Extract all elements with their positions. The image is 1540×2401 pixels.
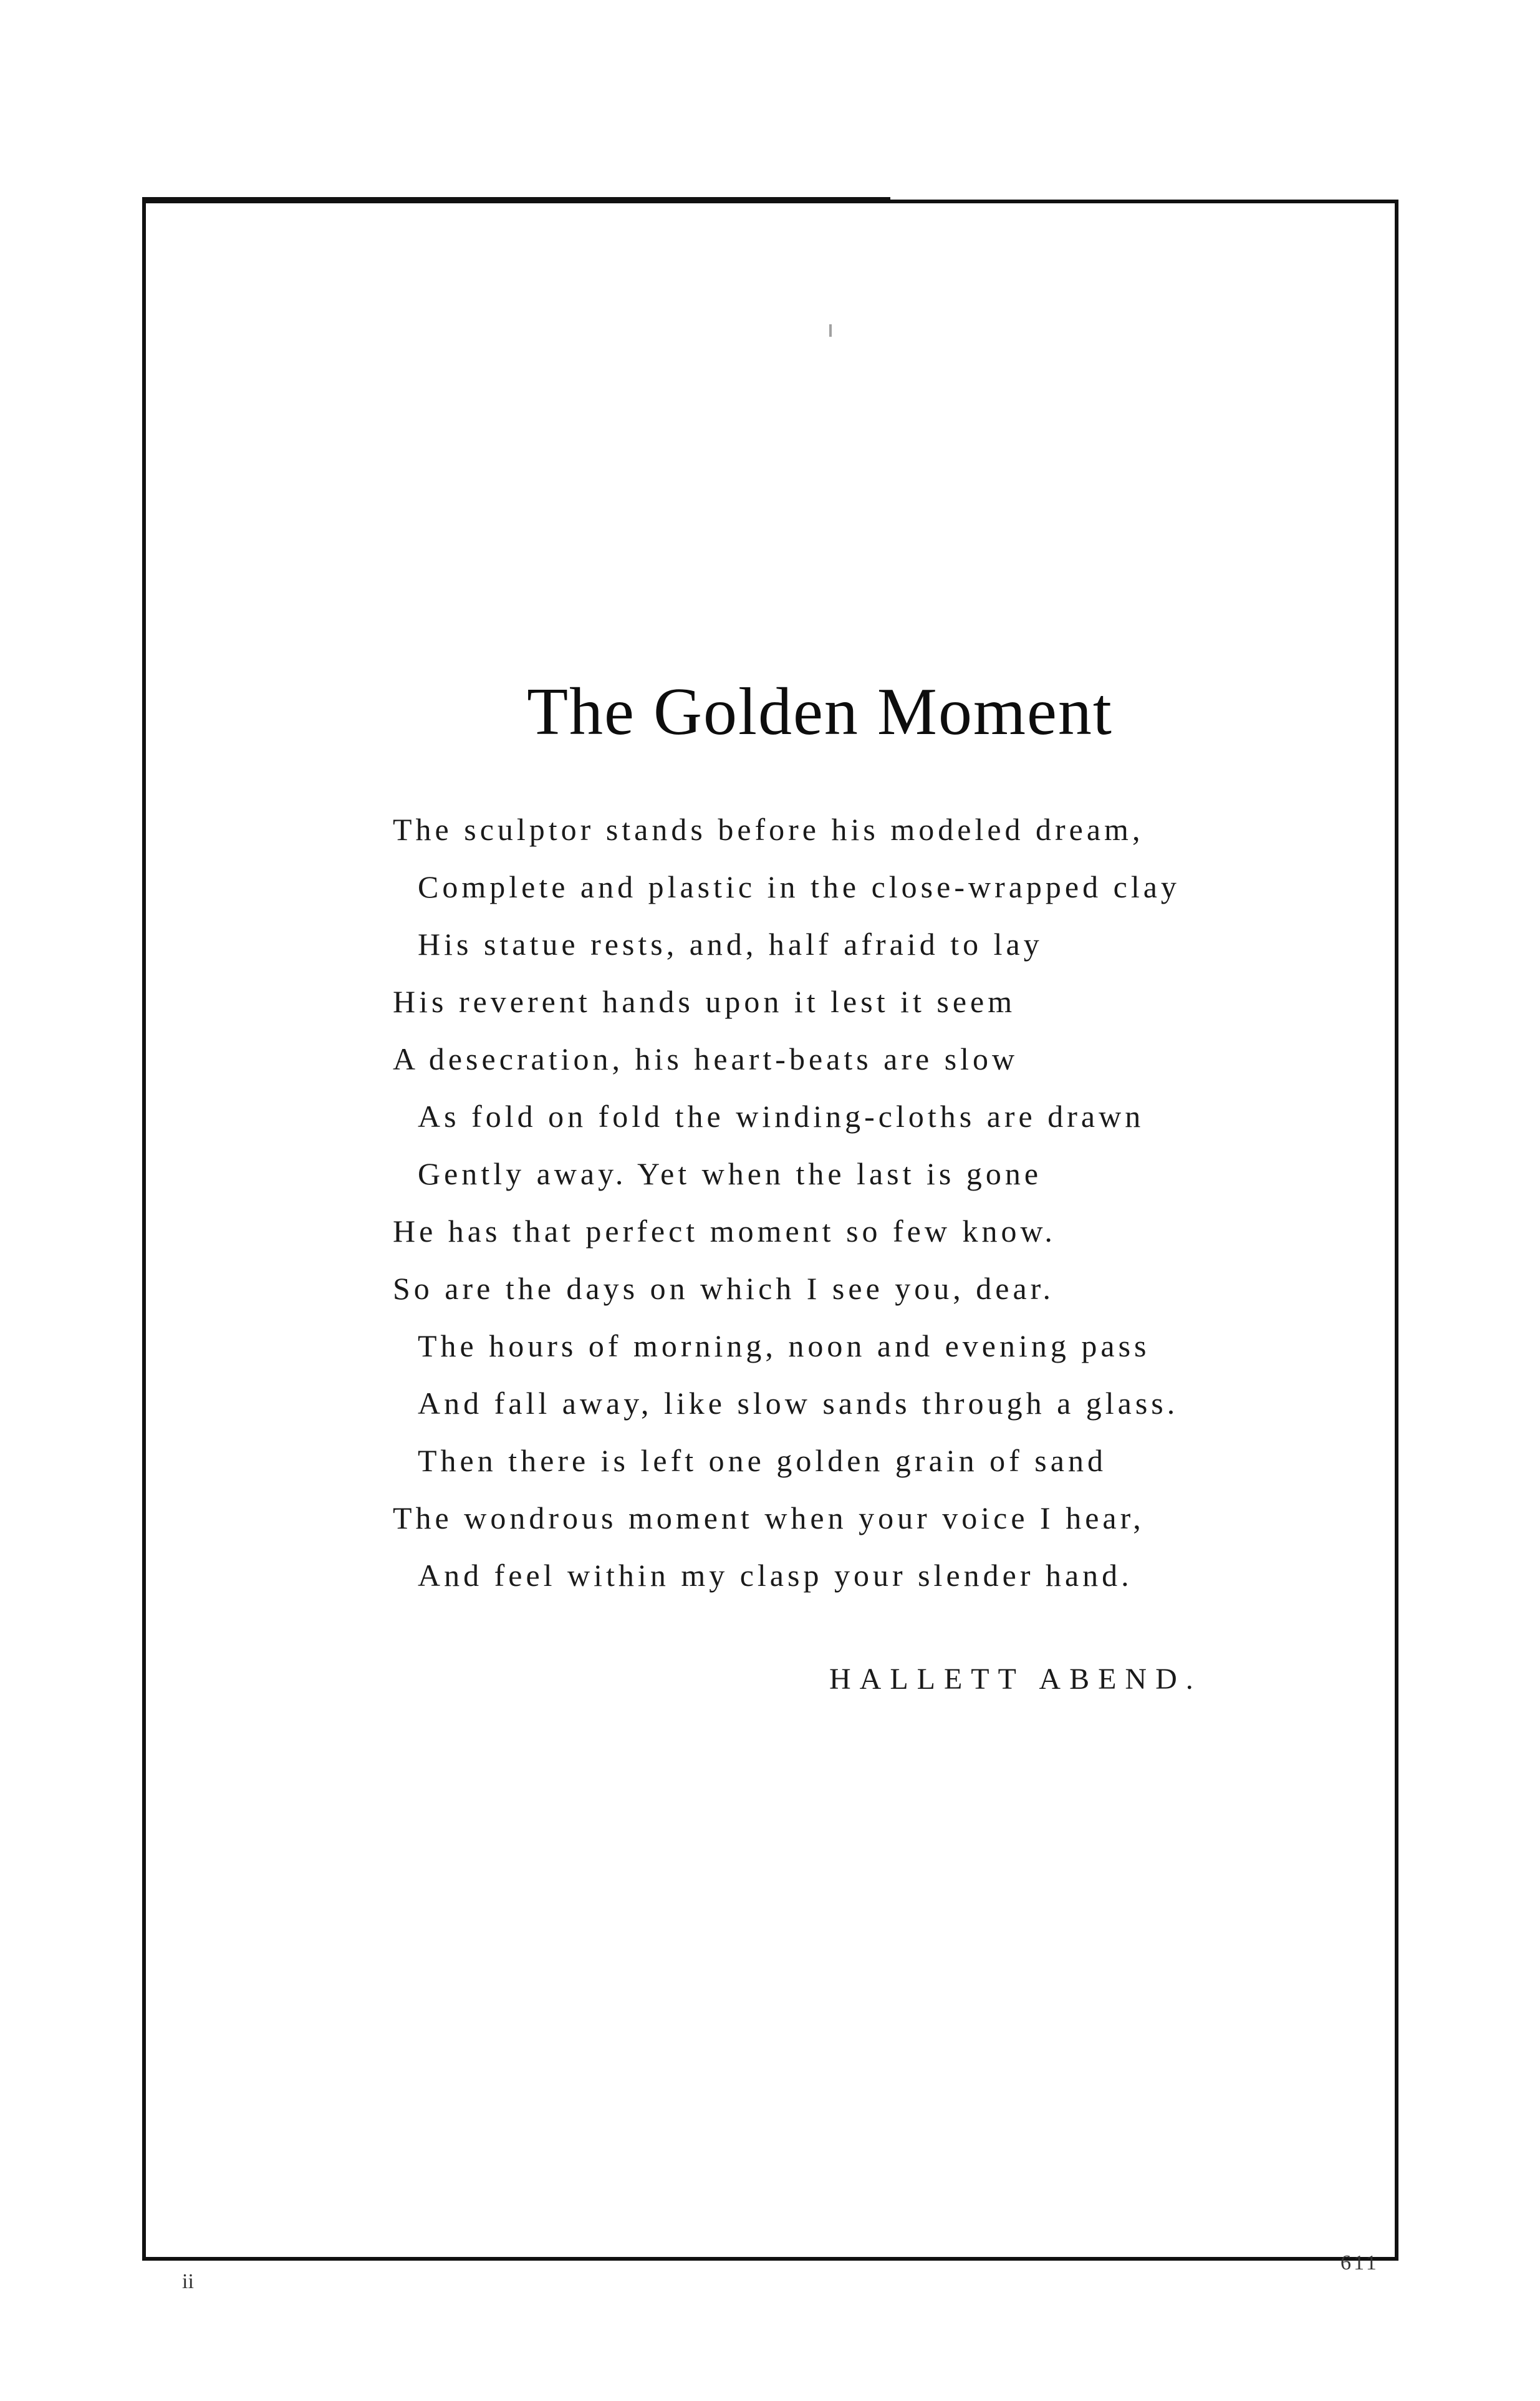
poem-line: And fall away, like slow sands through a glass. — [418, 1386, 1179, 1421]
poem-line: The wondrous moment when your voice I hear, — [393, 1500, 1145, 1535]
poem-line: And feel within my clasp your slender hand. — [418, 1558, 1133, 1593]
poem-line: The sculptor stands before his modeled dream, — [393, 812, 1144, 847]
poem-lines — [393, 801, 1191, 1604]
print-speck — [829, 324, 832, 337]
poem-line: A desecration, his heart-beats are slow — [393, 1041, 1019, 1076]
poem-block — [393, 674, 1191, 1604]
folio-left: ii — [182, 2270, 194, 2293]
poem-line: Gently away. Yet when the last is gone — [418, 1156, 1042, 1191]
page-number: 611 — [1340, 2251, 1379, 2274]
poem-line: His reverent hands upon it lest it seem — [393, 984, 1016, 1019]
poem-line: Then there is left one golden grain of sand — [418, 1443, 1107, 1478]
poem-line: As fold on fold the winding-cloths are drawn — [418, 1099, 1145, 1134]
author-signature: HALLETT ABEND. — [829, 1663, 1202, 1696]
poem-line: So are the days on which I see you, dear. — [393, 1271, 1055, 1306]
poem-line: He has that perfect moment so few know. — [393, 1214, 1056, 1249]
poem-line: The hours of morning, noon and evening pass — [418, 1328, 1150, 1363]
poem-line: His statue rests, and, half afraid to lay — [418, 927, 1043, 962]
poem-line: Complete and plastic in the close-wrapped clay — [418, 869, 1180, 904]
poem-title: The Golden Moment — [527, 675, 1113, 749]
